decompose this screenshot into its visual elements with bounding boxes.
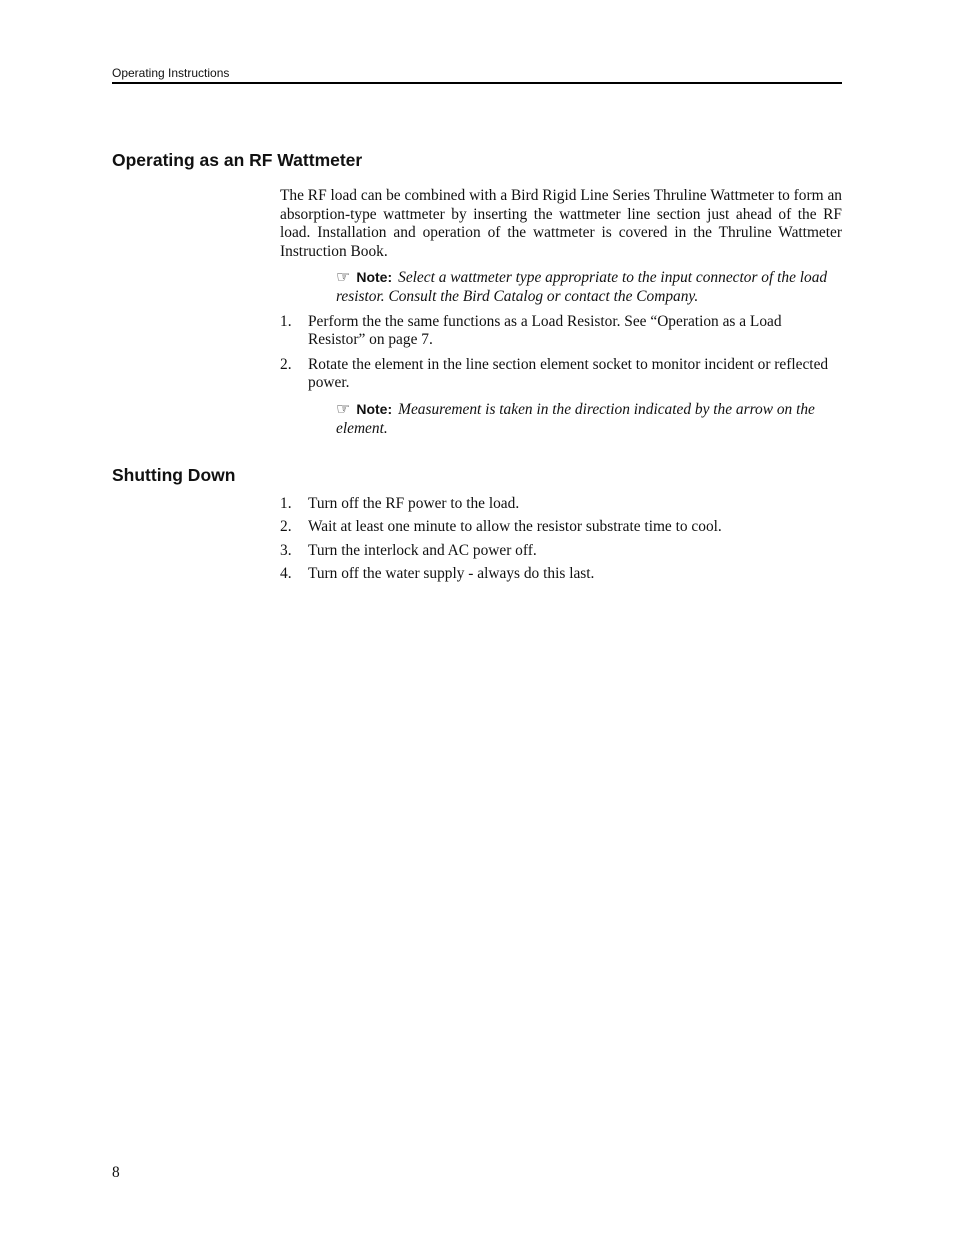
section-heading-rf-wattmeter: Operating as an RF Wattmeter bbox=[112, 150, 363, 170]
pointing-hand-icon: ☞ bbox=[336, 267, 351, 287]
step-number: 1. bbox=[280, 495, 292, 512]
section-body-rf-wattmeter bbox=[280, 187, 842, 438]
note-wattmeter-type bbox=[336, 268, 842, 306]
list-item bbox=[280, 356, 842, 393]
step-text: Turn off the RF power to the load. bbox=[308, 495, 520, 512]
step-text: Rotate the element in the line section element socket to monitor incident or reflected power. bbox=[308, 355, 829, 392]
header-rule bbox=[112, 82, 842, 84]
wattmeter-steps-list bbox=[280, 313, 842, 393]
note-label: Note: bbox=[356, 400, 393, 417]
step-number: 2. bbox=[280, 518, 292, 536]
step-text: Perform the the same functions as a Load Resistor. See “Operation as a Load Resistor” on page 7. bbox=[308, 312, 782, 349]
running-head: Operating Instructions bbox=[112, 66, 230, 80]
section-heading-shutting-down: Shutting Down bbox=[112, 465, 236, 485]
pointing-hand-icon: ☞ bbox=[336, 398, 351, 418]
note-text: Select a wattmeter type appropriate to the input connector of the load resistor. Consult the Bird Catalog or contact the Company. bbox=[336, 269, 828, 305]
section-body-shutting-down bbox=[280, 495, 842, 583]
step-number: 2. bbox=[280, 355, 292, 373]
intro-paragraph: The RF load can be combined with a Bird Rigid Line Series Thruline Wattmeter to form an absorption-type wattmeter by inserting the wattmeter line section just ahead of the RF load. Installation and operation of the wattmeter is covered in the Thruline Wattmeter Instruction Book. bbox=[280, 187, 842, 260]
step-number: 3. bbox=[280, 541, 292, 559]
note-label: Note: bbox=[356, 269, 393, 286]
list-item bbox=[280, 565, 842, 584]
list-item bbox=[280, 495, 842, 514]
step-number: 4. bbox=[280, 564, 292, 582]
step-number: 1. bbox=[280, 312, 292, 330]
list-item bbox=[280, 518, 842, 537]
note-text: Measurement is taken in the direction indicated by the arrow on the element. bbox=[336, 400, 815, 437]
list-item bbox=[280, 313, 842, 350]
page-number: 8 bbox=[112, 1164, 120, 1181]
step-text: Wait at least one minute to allow the resistor substrate time to cool. bbox=[308, 518, 722, 536]
step-text: Turn off the water supply - always do this last. bbox=[308, 564, 595, 582]
step-text: Turn the interlock and AC power off. bbox=[308, 541, 537, 559]
note-measurement-direction bbox=[336, 400, 842, 438]
shutdown-steps-list bbox=[280, 495, 842, 583]
list-item bbox=[280, 542, 842, 561]
